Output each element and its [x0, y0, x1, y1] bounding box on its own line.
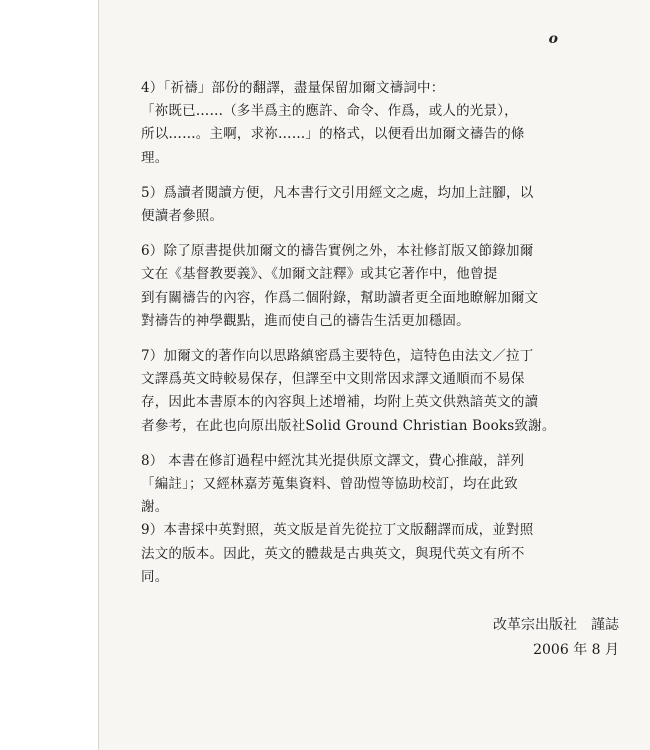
note-line: 6）除了原書提供加爾文的禱告實例之外，本社修訂版又節錄加爾 — [141, 243, 534, 260]
note-paragraph-4 — [141, 77, 525, 170]
note-line: 4）「祈禱」部份的翻譯，盡量保留加爾文禱詞中： — [141, 80, 445, 96]
note-line: 理。 — [141, 149, 169, 166]
page-number-mark: o — [548, 31, 558, 47]
preface-notes — [141, 77, 556, 601]
book-page — [98, 0, 650, 750]
note-line: 5）爲讀者閱讀方便，凡本書行文引用經文之處，均加上註腳，以 — [141, 184, 534, 201]
note-line: 「祢既已……（多半爲主的應許、命令、作爲，或人的光景）， — [141, 103, 518, 120]
note-line: 8） 本書在修訂過程中經沈其光提供原文譯文，費心推敲，詳列 — [141, 452, 525, 469]
note-line: 同。 — [141, 568, 169, 585]
note-line: 文在《基督教要義》、《加爾文註釋》或其它著作中，他曾提 — [141, 266, 498, 283]
note-line: 7）加爾文的著作向以思路縝密爲主要特色，這特色由法文／拉丁 — [141, 348, 534, 365]
note-line: 到有關禱告的內容，作爲二個附錄，幫助讀者更全面地瞭解加爾文 — [141, 289, 539, 306]
note-line: 法文的版本。因此，英文的體裁是古典英文，與現代英文有所不 — [141, 545, 525, 562]
note-line: 謝。 — [141, 499, 169, 516]
note-line: 「編註」；又經林嘉芳蒐集資料、曾劭愷等協助校訂，均在此致 — [141, 476, 518, 493]
note-line: 者參考，在此也向原出版社Solid Ground Christian Books致謝。 — [141, 417, 556, 434]
note-paragraph-8 — [141, 450, 525, 520]
note-line: 對禱告的神學觀點，進而使自己的禱告生活更加穩固。 — [141, 312, 470, 329]
note-line: 9）本書採中英對照，英文版是首先從拉丁文版翻譯而成，並對照 — [141, 522, 534, 539]
note-line: 文譯爲英文時較易保存，但譯至中文則常因求譯文通順而不易保 — [141, 371, 525, 388]
note-line: 便讀者參照。 — [141, 208, 224, 225]
note-paragraph-6 — [141, 240, 539, 333]
note-paragraph-7 — [141, 345, 556, 438]
note-line: 存，因此本書原本的內容與上述增補，均附上英文供熟諳英文的讀 — [141, 394, 539, 411]
publisher-signature: 改革宗出版社 謹誌 — [493, 617, 619, 633]
publication-date: 2006 年 8 月 — [533, 642, 619, 658]
note-paragraph-9 — [141, 519, 534, 589]
note-paragraph-5 — [141, 182, 534, 228]
note-line: 所以……。主啊，求祢……」的格式，以便看出加爾文禱告的條 — [141, 126, 525, 143]
